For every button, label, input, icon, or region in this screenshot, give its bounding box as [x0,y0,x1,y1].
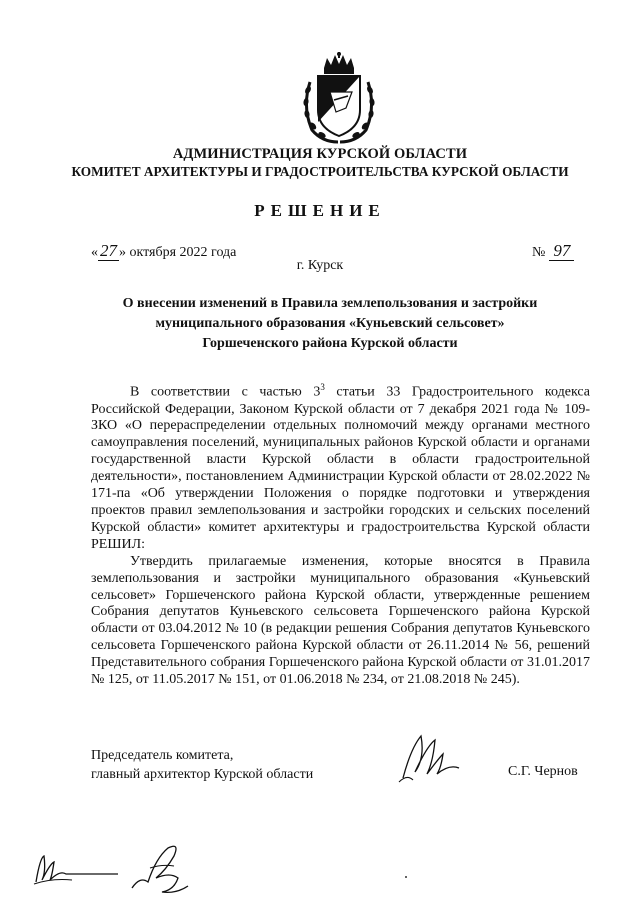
number-value-handwritten: 97 [549,241,574,261]
date-month-year: » октября 2022 года [119,245,237,260]
org-name-line2: КОМИТЕТ АРХИТЕКТУРЫ И ГРАДОСТРОИТЕЛЬСТВА КУРСКОЙ ОБЛАСТИ [71,164,569,179]
subject-line3: Горшеченского района Курской области [202,336,458,351]
number-label: № [532,245,546,260]
p1-start: В соответствии с частью 3 [130,384,321,400]
date-day-handwritten: 27 [100,241,117,260]
handwritten-signature [393,728,463,788]
coat-of-arms-emblem [300,52,378,144]
subject-line2: муниципального образования «Куньевский сельсовет» [155,316,505,331]
signatory-name: С.Г. Чернов [508,764,578,779]
signatory-title [91,746,313,784]
approval-visa-signature-2 [126,838,196,898]
signatory-title-line1: Председатель комитета, [91,748,234,763]
date-open-quote: « [91,245,98,260]
subject-line1: О внесении изменений в Правила землепользования и застройки [122,296,538,311]
document-body [91,379,590,689]
p1-superscript: 3 [320,382,325,392]
scan-speck [405,876,407,878]
document-type-title: РЕШЕНИЕ [254,201,386,220]
body-paragraph-2: Утвердить прилагаемые изменения, которые вносятся в Правила землепользования и застройки муниципального образования «Куньевский сельсовет» Горшеченского района Курской области, утвержденные решением Собрания депутатов Куньевского сельсовета Горшеченского района Курской области от 03.04.2012 № 10 (в редакции решения Собрания депутатов Куньевского сельсовета Горшеченского района Курской области от 26.11.2014 № 56, решений Представительного собрания Горшеченского района Курской области от 31.01.2017 № 125, от 11.05.2017 № 151, от 01.06.2018 № 234, от 21.08.2018 № 245). [91,553,590,688]
document-city: г. Курск [296,258,344,273]
org-name-line1: АДМИНИСТРАЦИЯ КУРСКОЙ ОБЛАСТИ [172,146,468,162]
body-paragraph-1 [91,379,590,554]
document-subject [90,294,570,354]
p1-rest: статьи 33 Градостроительного кодекса Российской Федерации, Законом Курской области от 7 декабря 2021 года № 109-ЗКО «О перераспределении отдельных полномочий между органами местного самоуправления поселений, муниципальных районов Курской области и органами государственной власти Курской области в области градостроительной деятельности», постановлением Администрации Курской области от 28.02.2022 № 171-па «Об утверждении Положения о порядке подготовки и утверждения проектов правил землепользования и застройки городских и сельских поселений Курской области» комитет архитектуры и градостроительства Курской области РЕШИЛ: [91,384,590,552]
approval-visa-signature-1 [32,848,122,888]
signatory-title-line2: главный архитектор Курской области [91,767,314,782]
